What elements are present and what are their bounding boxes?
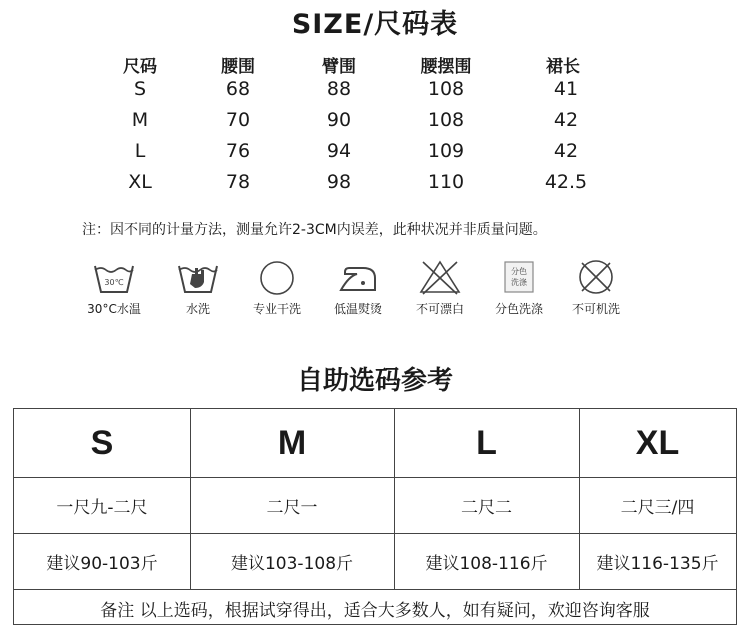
guide-size-l: L xyxy=(476,423,497,462)
cell-length: 42 xyxy=(553,109,579,131)
table-row xyxy=(0,140,750,171)
separate-badge-line2: 洗涤 xyxy=(511,278,527,287)
cell-arm: 90 xyxy=(326,109,352,131)
iron-low-icon xyxy=(335,258,381,296)
care-item xyxy=(232,258,322,317)
table-row xyxy=(0,109,750,140)
guide-height-s: 一尺九-二尺 xyxy=(56,497,148,518)
page-title: SIZE/尺码表 xyxy=(291,9,459,40)
no-bleach-icon xyxy=(417,258,463,296)
guide-title: 自助选码参考 xyxy=(296,366,453,396)
guide-height-xl: 二尺三/四 xyxy=(620,497,695,518)
no-machine-wash-icon xyxy=(573,258,619,296)
guide-height-l: 二尺二 xyxy=(461,497,512,518)
care-label: 30°C水温 xyxy=(87,302,141,316)
care-label: 分色洗涤 xyxy=(494,302,543,316)
row-divider xyxy=(14,589,736,590)
care-item xyxy=(313,258,403,317)
care-item xyxy=(551,258,641,317)
cell-hem: 110 xyxy=(427,171,465,193)
care-label: 低温熨烫 xyxy=(333,302,382,316)
cell-waist: 78 xyxy=(225,171,251,193)
cell-arm: 98 xyxy=(326,171,352,193)
header-hem: 腰摆围 xyxy=(420,57,472,77)
cell-length: 42.5 xyxy=(544,171,588,193)
dry-clean-icon xyxy=(254,258,300,296)
guide-remark: 备注 以上选码，根据试穿得出，适合大多数人，如有疑问，欢迎咨询客服 xyxy=(100,600,650,621)
header-arm: 臂围 xyxy=(322,57,356,77)
guide-weight-l: 建议108-116斤 xyxy=(425,553,548,574)
cell-arm: 88 xyxy=(326,78,352,100)
care-item xyxy=(69,258,159,317)
header-waist: 腰围 xyxy=(221,57,255,77)
cell-length: 42 xyxy=(553,140,579,162)
cell-size: XL xyxy=(128,171,152,193)
hand-wash-icon xyxy=(175,258,221,296)
cell-waist: 76 xyxy=(225,140,251,162)
cell-length: 41 xyxy=(553,78,579,100)
measurement-note: 注：因不同的计量方法，测量允许2-3CM内误差，此种状况并非质量问题。 xyxy=(82,222,547,238)
care-item xyxy=(153,258,243,317)
cell-hem: 108 xyxy=(427,78,465,100)
wash-30-icon xyxy=(91,258,137,296)
guide-height-m: 二尺一 xyxy=(266,497,318,518)
guide-weight-m: 建议103-108斤 xyxy=(230,553,354,574)
cell-size: L xyxy=(134,140,146,162)
header-size: 尺码 xyxy=(123,57,157,77)
table-row xyxy=(0,171,750,202)
cell-arm: 94 xyxy=(326,140,352,162)
size-chart-header-row xyxy=(0,52,750,78)
guide-weight-xl: 建议116-135斤 xyxy=(596,553,719,574)
table-row xyxy=(0,78,750,109)
guide-weight-s: 建议90-103斤 xyxy=(46,553,158,574)
cell-size: M xyxy=(131,109,149,131)
cell-waist: 68 xyxy=(225,78,251,100)
size-chart-table xyxy=(0,52,750,202)
care-label: 不可机洗 xyxy=(571,302,620,316)
wash-temp-badge: 30℃ xyxy=(104,278,124,287)
separate-badge-line1: 分色 xyxy=(511,267,527,276)
care-label: 水洗 xyxy=(185,302,210,316)
cell-waist: 70 xyxy=(225,109,251,131)
care-label: 不可漂白 xyxy=(415,302,464,316)
guide-size-m: M xyxy=(277,423,307,462)
size-guide-table xyxy=(13,408,737,625)
care-item xyxy=(395,258,485,317)
care-instructions xyxy=(0,258,750,328)
cell-hem: 109 xyxy=(427,140,465,162)
care-label: 专业干洗 xyxy=(252,302,301,316)
cell-size: S xyxy=(133,78,147,100)
header-length: 裙长 xyxy=(546,57,580,77)
cell-hem: 108 xyxy=(427,109,465,131)
separate-wash-icon xyxy=(496,258,542,296)
guide-size-s: S xyxy=(90,423,114,462)
guide-size-xl: XL xyxy=(635,423,680,462)
